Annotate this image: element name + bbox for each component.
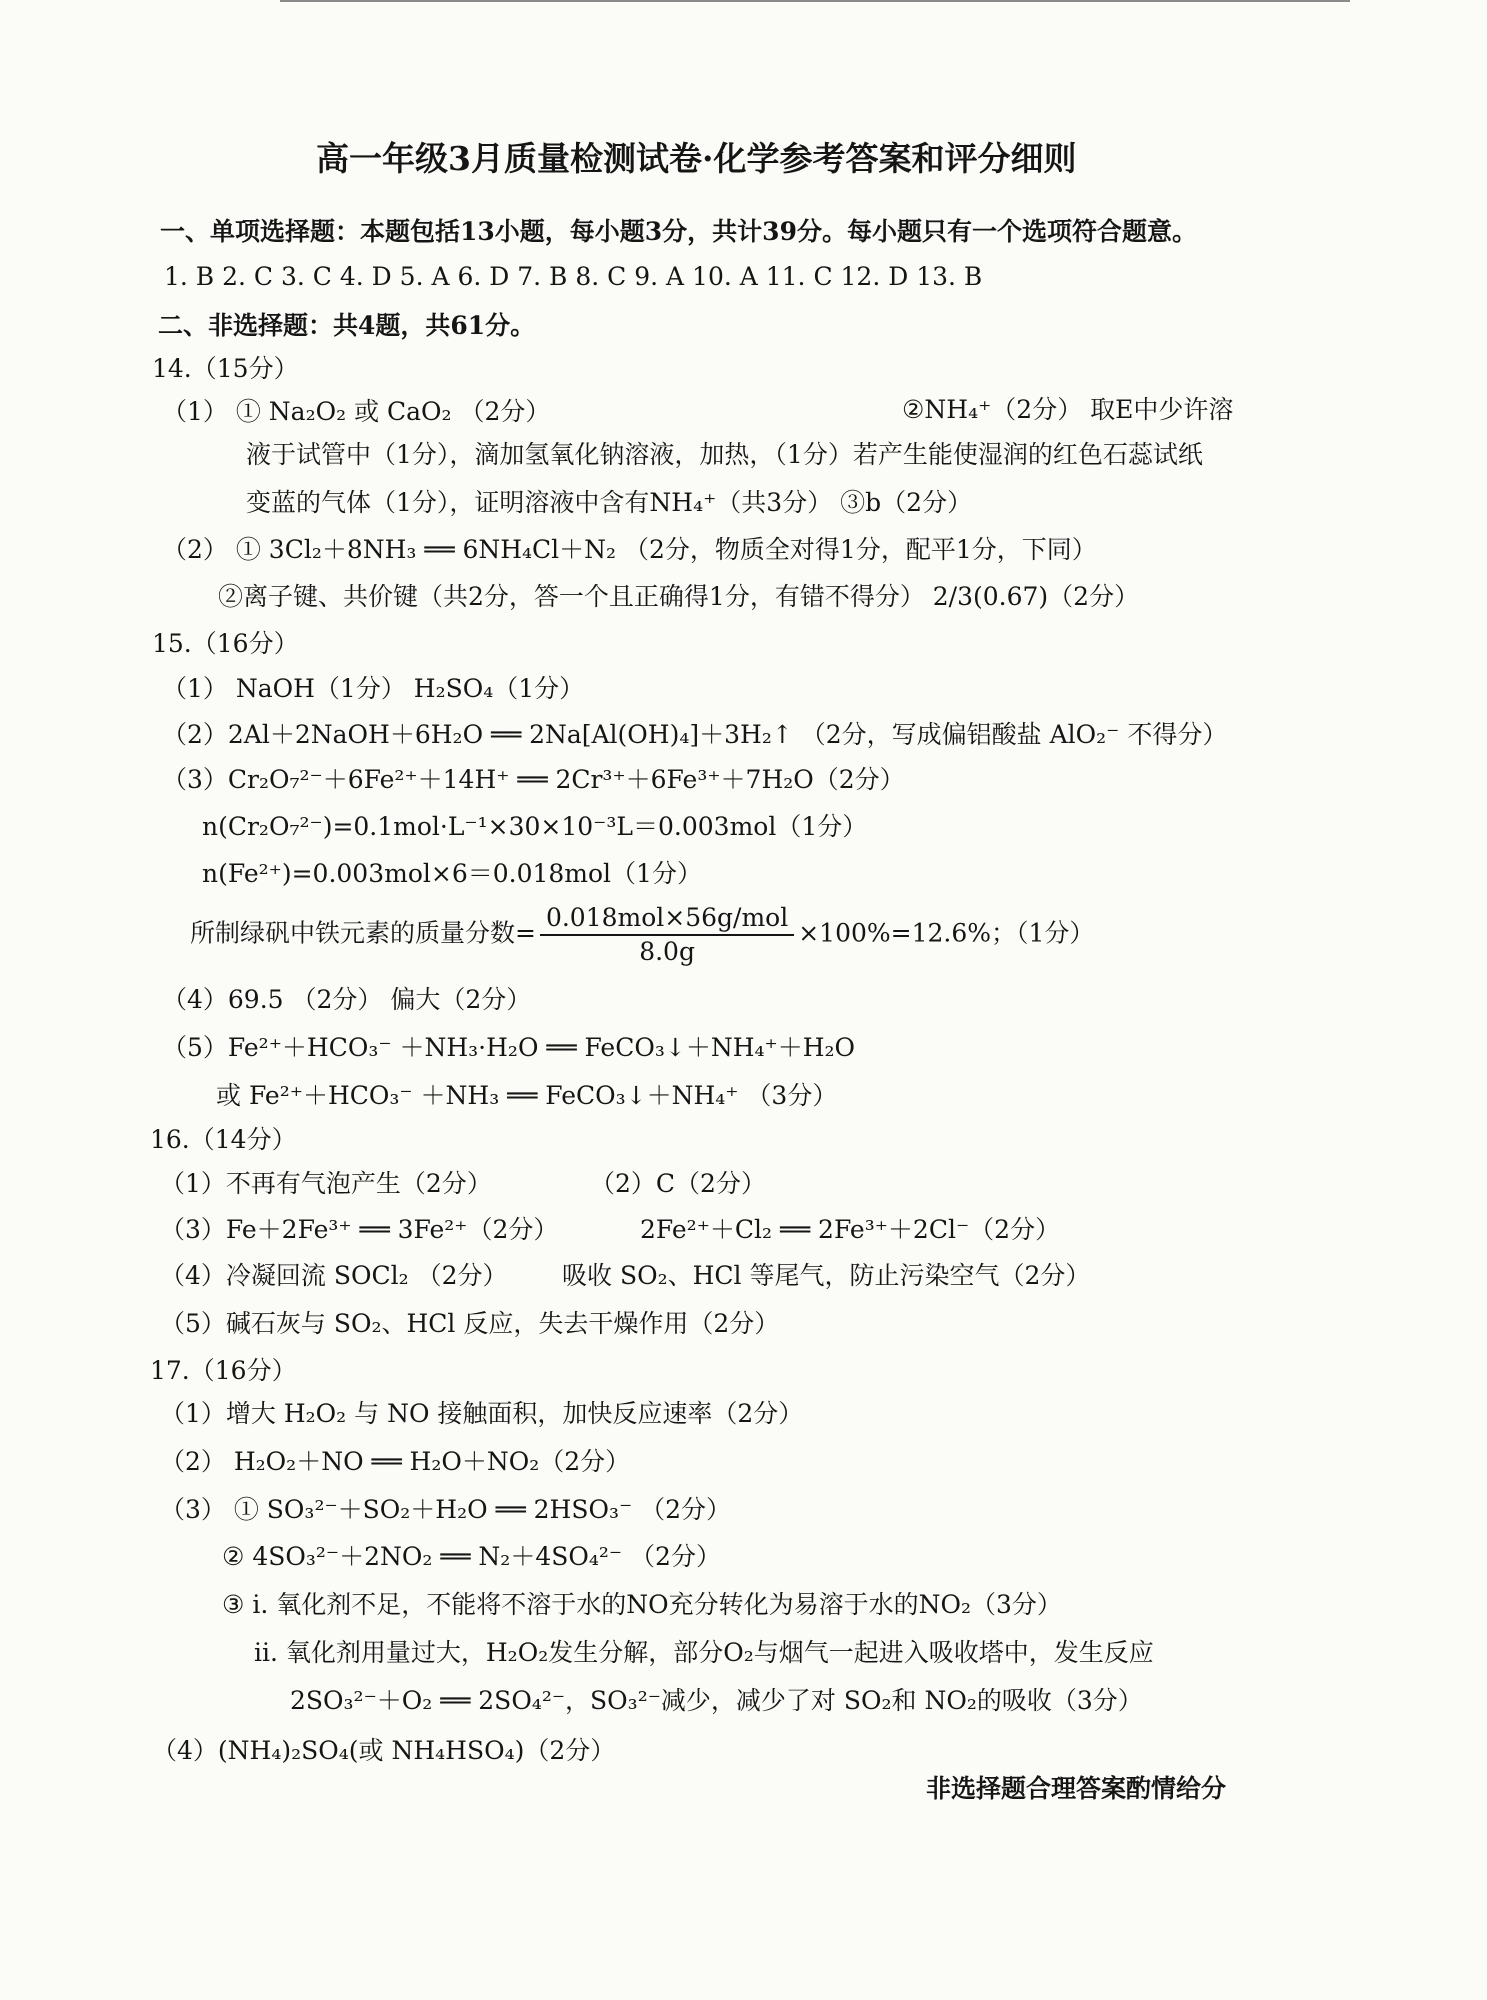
q15-line3: （3）Cr₂O₇²⁻＋6Fe²⁺＋14H⁺ ══ 2Cr³⁺＋6Fe³⁺＋7H₂O（2分）: [162, 765, 905, 794]
page-top-edge: [280, 0, 1350, 2]
grading-note: 非选择题合理答案酌情给分: [926, 1774, 1227, 1803]
q17-line6: ii. 氧化剂用量过大，H₂O₂发生分解，部分O₂与烟气一起进入吸收塔中，发生反应: [254, 1638, 1154, 1667]
section1-heading: 一、单项选择题：本题包括13小题，每小题3分，共计39分。每小题只有一个选项符合题意。: [160, 217, 1197, 246]
section2-heading: 二、非选择题：共4题，共61分。: [158, 311, 536, 340]
q17-line2: （2） H₂O₂＋NO ══ H₂O＋NO₂（2分）: [160, 1447, 631, 1476]
q14-line1a: （1） ① Na₂O₂ 或 CaO₂ （2分）: [162, 397, 551, 426]
q15-line7: （4）69.5 （2分） 偏大（2分）: [162, 985, 532, 1014]
q16-header: 16.（14分）: [150, 1125, 297, 1154]
q17-header: 17.（16分）: [150, 1356, 297, 1385]
q17-line8: （4）(NH₄)₂SO₄(或 NH₄HSO₄)（2分）: [152, 1736, 616, 1765]
q16-line2b: 2Fe²⁺＋Cl₂ ══ 2Fe³⁺＋2Cl⁻（2分）: [640, 1215, 1061, 1244]
q15-line2: （2）2Al＋2NaOH＋6H₂O ══ 2Na[Al(OH)₄]＋3H₂↑ （2分，写成偏铝酸盐 AlO₂⁻ 不得分）: [162, 720, 1228, 749]
fraction-denominator: 8.0g: [639, 937, 695, 966]
page-title: 高一年级3月质量检测试卷·化学参考答案和评分细则: [316, 139, 1077, 178]
fraction: [540, 902, 794, 968]
q17-line4: ② 4SO₃²⁻＋2NO₂ ══ N₂＋4SO₄²⁻ （2分）: [222, 1542, 721, 1571]
q14-line1b: ②NH₄⁺（2分） 取E中少许溶: [902, 395, 1234, 424]
q15-line8: （5）Fe²⁺＋HCO₃⁻ ＋NH₃·H₂O ══ FeCO₃↓＋NH₄⁺＋H₂O: [162, 1033, 856, 1062]
q17-line7: 2SO₃²⁻＋O₂ ══ 2SO₄²⁻，SO₃²⁻减少，减少了对 SO₂和 NO₂的吸收（3分）: [290, 1686, 1143, 1715]
q16-line2a: （3）Fe＋2Fe³⁺ ══ 3Fe²⁺（2分）: [160, 1215, 559, 1244]
q17-line3: （3） ① SO₃²⁻＋SO₂＋H₂O ══ 2HSO₃⁻ （2分）: [160, 1495, 732, 1524]
q15-line9: 或 Fe²⁺＋HCO₃⁻ ＋NH₃ ══ FeCO₃↓＋NH₄⁺ （3分）: [216, 1081, 838, 1110]
q14-line3: 变蓝的气体（1分），证明溶液中含有NH₄⁺（共3分） ③b（2分）: [246, 488, 973, 517]
q16-line4: （5）碱石灰与 SO₂、HCl 反应，失去干燥作用（2分）: [160, 1309, 780, 1338]
q15-line1: （1） NaOH（1分） H₂SO₄（1分）: [162, 674, 585, 703]
mc-answers: 1. B 2. C 3. C 4. D 5. A 6. D 7. B 8. C 9. A 10. A 11. C 12. D 13. B: [164, 262, 983, 291]
q16-line3b: 吸收 SO₂、HCl 等尾气，防止污染空气（2分）: [562, 1261, 1091, 1290]
q14-header: 14.（15分）: [152, 354, 299, 383]
q17-line5: ③ i. 氧化剂不足，不能将不溶于水的NO充分转化为易溶于水的NO₂（3分）: [222, 1590, 1062, 1619]
q15-header: 15.（16分）: [152, 629, 299, 658]
mass-fraction-formula: [190, 902, 1094, 968]
q17-line1: （1）增大 H₂O₂ 与 NO 接触面积，加快反应速率（2分）: [160, 1399, 804, 1428]
q16-line1b: （2）C（2分）: [590, 1169, 766, 1198]
formula-suffix: ×100%=12.6%；（1分）: [798, 918, 1095, 948]
q15-line4: n(Cr₂O₇²⁻)=0.1mol·L⁻¹×30×10⁻³L＝0.003mol（1分）: [202, 812, 868, 841]
q14-line5: ②离子键、共价键（共2分，答一个且正确得1分，有错不得分） 2/3(0.67)（2分）: [218, 582, 1140, 611]
q15-line5: n(Fe²⁺)=0.003mol×6＝0.018mol（1分）: [202, 859, 702, 888]
q16-line3a: （4）冷凝回流 SOCl₂ （2分）: [160, 1261, 508, 1290]
formula-prefix: 所制绿矾中铁元素的质量分数=: [190, 918, 536, 948]
fraction-numerator: 0.018mol×56g/mol: [540, 902, 794, 936]
q14-line4: （2） ① 3Cl₂＋8NH₃ ══ 6NH₄Cl＋N₂ （2分，物质全对得1分，配平1分，下同）: [162, 535, 1097, 564]
q14-line2: 液于试管中（1分），滴加氢氧化钠溶液，加热，（1分）若产生能使湿润的红色石蕊试纸: [246, 440, 1203, 469]
q16-line1a: （1）不再有气泡产生（2分）: [160, 1169, 492, 1198]
